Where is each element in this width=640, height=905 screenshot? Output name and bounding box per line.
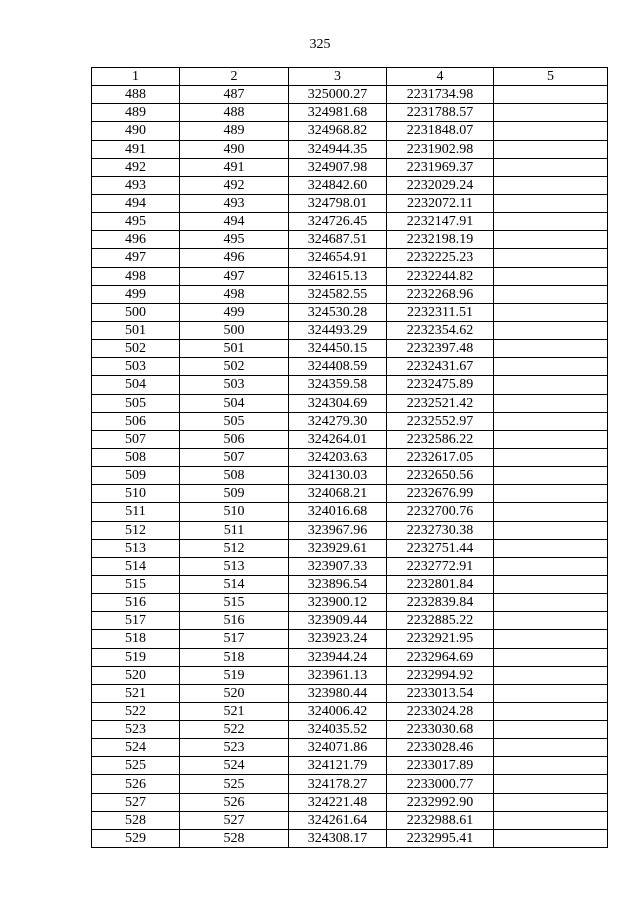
table-cell <box>494 448 608 466</box>
table-cell: 324304.69 <box>289 394 387 412</box>
table-cell: 324178.27 <box>289 775 387 793</box>
table-cell: 498 <box>180 285 289 303</box>
table-row <box>92 648 608 666</box>
table-cell: 518 <box>92 630 180 648</box>
table-row <box>92 739 608 757</box>
table-cell: 513 <box>92 539 180 557</box>
table-cell: 526 <box>180 793 289 811</box>
table-cell: 2232521.42 <box>387 394 494 412</box>
table-cell: 2232244.82 <box>387 267 494 285</box>
table-cell <box>494 594 608 612</box>
table-cell <box>494 140 608 158</box>
table-cell: 2231734.98 <box>387 86 494 104</box>
table-cell: 513 <box>180 557 289 575</box>
table-cell: 510 <box>180 503 289 521</box>
table-row <box>92 575 608 593</box>
table-row <box>92 122 608 140</box>
table-cell: 324261.64 <box>289 811 387 829</box>
table-cell: 496 <box>92 231 180 249</box>
table-cell: 2232839.84 <box>387 594 494 612</box>
table-cell: 523 <box>92 721 180 739</box>
table-cell: 516 <box>92 594 180 612</box>
table-cell: 505 <box>92 394 180 412</box>
table-cell <box>494 267 608 285</box>
table-cell <box>494 612 608 630</box>
table-cell: 507 <box>92 430 180 448</box>
table-cell: 2231969.37 <box>387 158 494 176</box>
table-cell: 518 <box>180 648 289 666</box>
table-cell <box>494 503 608 521</box>
table-row <box>92 140 608 158</box>
column-header-2: 2 <box>180 68 289 86</box>
table-row <box>92 666 608 684</box>
table-cell: 324615.13 <box>289 267 387 285</box>
table-cell: 2232475.89 <box>387 376 494 394</box>
table-cell: 2233000.77 <box>387 775 494 793</box>
table-cell <box>494 176 608 194</box>
table-cell: 506 <box>92 412 180 430</box>
table-row <box>92 594 608 612</box>
table-cell <box>494 467 608 485</box>
table-cell: 324279.30 <box>289 412 387 430</box>
table-row <box>92 194 608 212</box>
table-cell <box>494 412 608 430</box>
table-cell: 512 <box>92 521 180 539</box>
table-cell: 323961.13 <box>289 666 387 684</box>
table-cell: 324308.17 <box>289 829 387 847</box>
table-cell: 497 <box>180 267 289 285</box>
table-cell: 2232354.62 <box>387 321 494 339</box>
table-cell: 524 <box>92 739 180 757</box>
table-row <box>92 630 608 648</box>
table-row <box>92 521 608 539</box>
table-cell: 520 <box>92 666 180 684</box>
column-header-1: 1 <box>92 68 180 86</box>
table-cell: 324842.60 <box>289 176 387 194</box>
table-row <box>92 829 608 847</box>
table-cell: 323980.44 <box>289 684 387 702</box>
table-cell <box>494 231 608 249</box>
table-row <box>92 376 608 394</box>
table-cell: 2232198.19 <box>387 231 494 249</box>
table-cell <box>494 648 608 666</box>
table-cell <box>494 86 608 104</box>
table-cell: 501 <box>92 321 180 339</box>
table-row <box>92 340 608 358</box>
table-cell <box>494 321 608 339</box>
table-cell: 324221.48 <box>289 793 387 811</box>
table-row <box>92 104 608 122</box>
table-cell: 508 <box>180 467 289 485</box>
table-cell: 503 <box>92 358 180 376</box>
table-cell <box>494 793 608 811</box>
table-cell <box>494 104 608 122</box>
table-cell: 324264.01 <box>289 430 387 448</box>
table-cell: 516 <box>180 612 289 630</box>
table-cell: 2232885.22 <box>387 612 494 630</box>
table-cell: 324006.42 <box>289 702 387 720</box>
table-row <box>92 249 608 267</box>
table-cell <box>494 303 608 321</box>
table-cell: 528 <box>180 829 289 847</box>
table-cell: 514 <box>92 557 180 575</box>
table-row <box>92 267 608 285</box>
table-cell: 2233024.28 <box>387 702 494 720</box>
table-cell <box>494 485 608 503</box>
table-cell <box>494 430 608 448</box>
table-cell: 324907.98 <box>289 158 387 176</box>
table-row <box>92 811 608 829</box>
table-cell: 324121.79 <box>289 757 387 775</box>
table-cell <box>494 394 608 412</box>
table-cell: 2233013.54 <box>387 684 494 702</box>
table-cell: 323944.24 <box>289 648 387 666</box>
table-cell: 2233017.89 <box>387 757 494 775</box>
table-cell: 497 <box>92 249 180 267</box>
table-cell: 519 <box>92 648 180 666</box>
table-cell <box>494 702 608 720</box>
table-cell: 323909.44 <box>289 612 387 630</box>
table-cell: 509 <box>180 485 289 503</box>
table-cell <box>494 684 608 702</box>
table-cell: 517 <box>180 630 289 648</box>
table-cell <box>494 249 608 267</box>
table-cell <box>494 521 608 539</box>
table-cell: 324068.21 <box>289 485 387 503</box>
table-cell: 508 <box>92 448 180 466</box>
table-cell <box>494 575 608 593</box>
table-cell <box>494 539 608 557</box>
table-cell: 511 <box>92 503 180 521</box>
table-cell: 504 <box>180 394 289 412</box>
table-cell: 2232700.76 <box>387 503 494 521</box>
table-cell <box>494 666 608 684</box>
table-cell: 324654.91 <box>289 249 387 267</box>
table-row <box>92 394 608 412</box>
table-cell: 499 <box>92 285 180 303</box>
table-row <box>92 213 608 231</box>
table-cell: 2232552.97 <box>387 412 494 430</box>
table-row <box>92 684 608 702</box>
table-row <box>92 757 608 775</box>
table-cell: 2232311.51 <box>387 303 494 321</box>
table-cell <box>494 358 608 376</box>
table-cell: 494 <box>180 213 289 231</box>
table-cell: 501 <box>180 340 289 358</box>
table-cell: 489 <box>92 104 180 122</box>
table-cell: 499 <box>180 303 289 321</box>
table-cell: 522 <box>180 721 289 739</box>
table-cell: 324408.59 <box>289 358 387 376</box>
table-cell: 2232964.69 <box>387 648 494 666</box>
table-row <box>92 503 608 521</box>
table-cell: 526 <box>92 775 180 793</box>
table-cell: 2232225.23 <box>387 249 494 267</box>
table-cell <box>494 194 608 212</box>
table-cell: 522 <box>92 702 180 720</box>
table-cell: 2232772.91 <box>387 557 494 575</box>
table-cell: 506 <box>180 430 289 448</box>
table-cell: 494 <box>92 194 180 212</box>
table-cell: 502 <box>92 340 180 358</box>
table-cell <box>494 340 608 358</box>
table-cell <box>494 557 608 575</box>
table-cell: 324798.01 <box>289 194 387 212</box>
table-cell: 323967.96 <box>289 521 387 539</box>
table-cell: 2231848.07 <box>387 122 494 140</box>
table-cell: 324726.45 <box>289 213 387 231</box>
table-row <box>92 358 608 376</box>
table-cell: 2233030.68 <box>387 721 494 739</box>
table-cell: 514 <box>180 575 289 593</box>
table-cell: 509 <box>92 467 180 485</box>
table-cell: 323923.24 <box>289 630 387 648</box>
table-cell: 515 <box>180 594 289 612</box>
table-cell: 491 <box>92 140 180 158</box>
column-header-3: 3 <box>289 68 387 86</box>
table-cell: 324035.52 <box>289 721 387 739</box>
table-cell: 324359.58 <box>289 376 387 394</box>
table-row <box>92 158 608 176</box>
table-cell: 2232072.11 <box>387 194 494 212</box>
table-cell: 324530.28 <box>289 303 387 321</box>
table-cell: 490 <box>92 122 180 140</box>
table-cell <box>494 829 608 847</box>
table-cell <box>494 122 608 140</box>
table-cell: 500 <box>180 321 289 339</box>
table-cell: 2232801.84 <box>387 575 494 593</box>
table-cell: 324582.55 <box>289 285 387 303</box>
table-cell: 520 <box>180 684 289 702</box>
table-cell <box>494 757 608 775</box>
table-cell <box>494 721 608 739</box>
table-cell: 491 <box>180 158 289 176</box>
table-cell: 507 <box>180 448 289 466</box>
table-cell: 502 <box>180 358 289 376</box>
table-cell <box>494 630 608 648</box>
table-cell <box>494 811 608 829</box>
table-cell: 512 <box>180 539 289 557</box>
table-cell: 529 <box>92 829 180 847</box>
table-cell: 2232992.90 <box>387 793 494 811</box>
table-cell: 325000.27 <box>289 86 387 104</box>
table-cell: 324981.68 <box>289 104 387 122</box>
table-cell: 488 <box>180 104 289 122</box>
table-cell: 2232268.96 <box>387 285 494 303</box>
table-cell: 519 <box>180 666 289 684</box>
table-cell: 324687.51 <box>289 231 387 249</box>
table-cell: 2232650.56 <box>387 467 494 485</box>
coordinates-table <box>91 67 608 848</box>
table-row <box>92 86 608 104</box>
table-cell: 323929.61 <box>289 539 387 557</box>
page-number: 325 <box>309 37 331 52</box>
table-cell: 2232730.38 <box>387 521 494 539</box>
table-cell: 525 <box>180 775 289 793</box>
table-cell: 521 <box>180 702 289 720</box>
table-cell: 2232397.48 <box>387 340 494 358</box>
table-cell: 2232586.22 <box>387 430 494 448</box>
table-cell: 2232994.92 <box>387 666 494 684</box>
table-cell: 487 <box>180 86 289 104</box>
table-cell: 324203.63 <box>289 448 387 466</box>
column-header-4: 4 <box>387 68 494 86</box>
table-cell <box>494 376 608 394</box>
table-cell: 504 <box>92 376 180 394</box>
table-row <box>92 467 608 485</box>
table-cell: 324493.29 <box>289 321 387 339</box>
table-cell: 524 <box>180 757 289 775</box>
table-cell: 324071.86 <box>289 739 387 757</box>
table-row <box>92 430 608 448</box>
table-cell: 496 <box>180 249 289 267</box>
table-cell: 490 <box>180 140 289 158</box>
table-cell: 2231788.57 <box>387 104 494 122</box>
table-cell: 528 <box>92 811 180 829</box>
table-cell: 493 <box>180 194 289 212</box>
table-cell: 2232029.24 <box>387 176 494 194</box>
table-cell: 492 <box>92 158 180 176</box>
table-cell: 2232147.91 <box>387 213 494 231</box>
column-header-5: 5 <box>494 68 608 86</box>
table-cell: 2232995.41 <box>387 829 494 847</box>
table-cell: 503 <box>180 376 289 394</box>
table-cell: 525 <box>92 757 180 775</box>
table-cell <box>494 213 608 231</box>
table-row <box>92 176 608 194</box>
table-cell: 495 <box>180 231 289 249</box>
table-cell: 323907.33 <box>289 557 387 575</box>
table-cell: 2232431.67 <box>387 358 494 376</box>
table-cell: 324450.15 <box>289 340 387 358</box>
table-row <box>92 231 608 249</box>
table-cell: 521 <box>92 684 180 702</box>
table-cell: 498 <box>92 267 180 285</box>
table-cell <box>494 285 608 303</box>
table-cell: 2231902.98 <box>387 140 494 158</box>
table-row <box>92 702 608 720</box>
table-cell: 495 <box>92 213 180 231</box>
table-cell: 523 <box>180 739 289 757</box>
table-cell: 488 <box>92 86 180 104</box>
table-cell: 510 <box>92 485 180 503</box>
table-row <box>92 448 608 466</box>
table-cell: 492 <box>180 176 289 194</box>
table-row <box>92 303 608 321</box>
table-row <box>92 485 608 503</box>
table-cell: 500 <box>92 303 180 321</box>
table-row <box>92 793 608 811</box>
table-cell: 2232676.99 <box>387 485 494 503</box>
table-cell <box>494 739 608 757</box>
table-cell: 493 <box>92 176 180 194</box>
table-cell: 2232617.05 <box>387 448 494 466</box>
table-cell: 324968.82 <box>289 122 387 140</box>
table-cell: 2233028.46 <box>387 739 494 757</box>
table-cell: 517 <box>92 612 180 630</box>
table-row <box>92 412 608 430</box>
table-cell: 324016.68 <box>289 503 387 521</box>
table-row <box>92 775 608 793</box>
table-cell: 2232921.95 <box>387 630 494 648</box>
table-cell: 324944.35 <box>289 140 387 158</box>
table-header-row <box>92 68 608 86</box>
table-cell: 324130.03 <box>289 467 387 485</box>
table-row <box>92 557 608 575</box>
table-cell: 515 <box>92 575 180 593</box>
table-cell: 323900.12 <box>289 594 387 612</box>
table-body <box>92 86 608 848</box>
table-cell <box>494 158 608 176</box>
table-cell: 2232751.44 <box>387 539 494 557</box>
table-cell: 489 <box>180 122 289 140</box>
table-cell: 527 <box>180 811 289 829</box>
table-row <box>92 721 608 739</box>
table-row <box>92 321 608 339</box>
table-row <box>92 539 608 557</box>
table-cell <box>494 775 608 793</box>
table-row <box>92 285 608 303</box>
table-cell: 511 <box>180 521 289 539</box>
table-cell: 2232988.61 <box>387 811 494 829</box>
table-cell: 505 <box>180 412 289 430</box>
table-cell: 323896.54 <box>289 575 387 593</box>
table-row <box>92 612 608 630</box>
table-cell: 527 <box>92 793 180 811</box>
